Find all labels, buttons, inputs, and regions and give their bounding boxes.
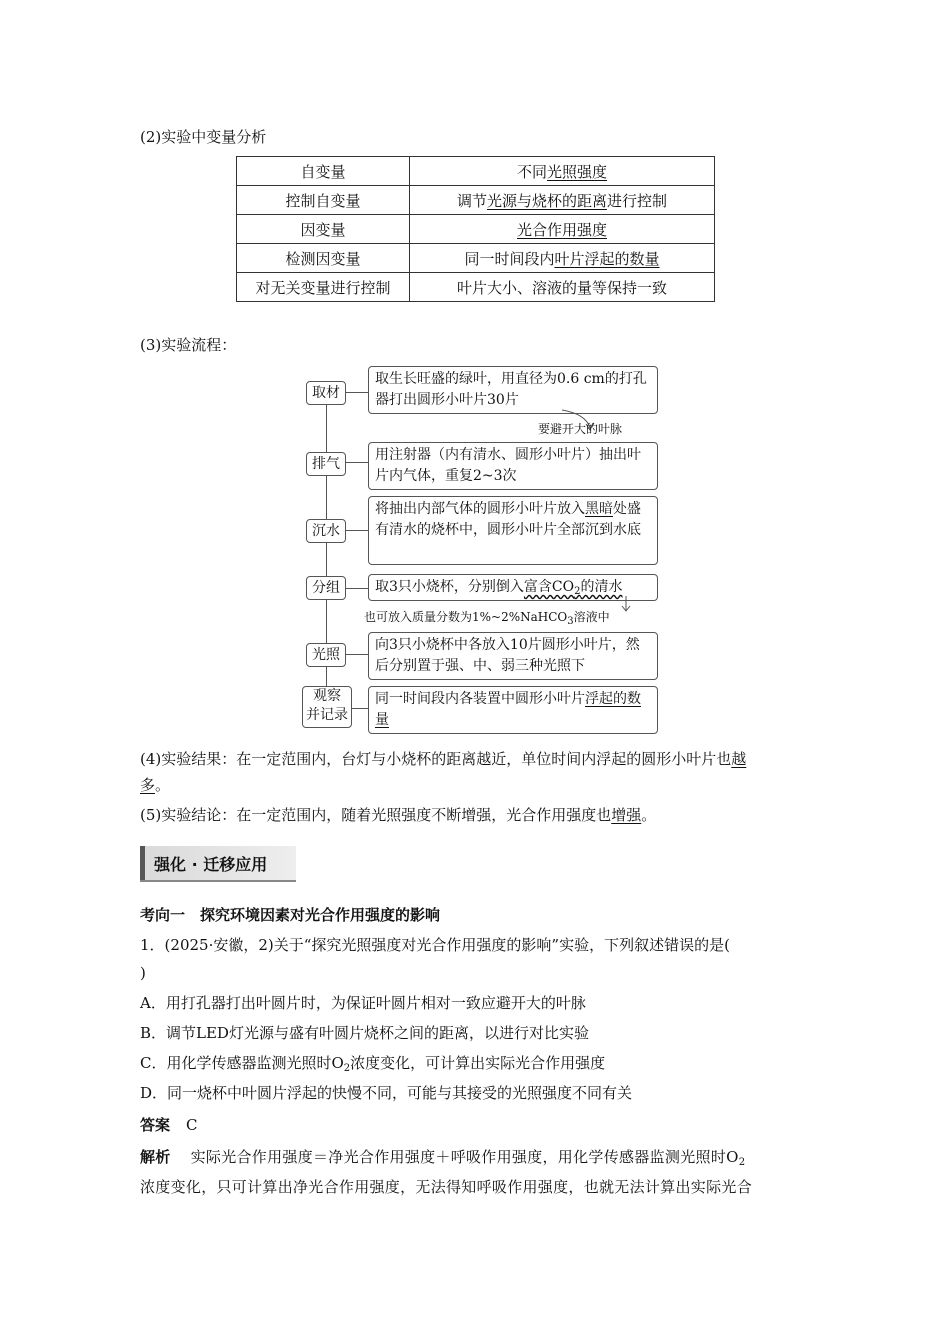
- step-label-observe: 观察 并记录: [302, 686, 352, 728]
- section-3-heading: (3)实验流程：: [140, 336, 237, 354]
- row-label: 自变量: [237, 157, 410, 186]
- section-banner: [140, 846, 296, 882]
- step-box-degas: 用注射器（内有清水、圆形小叶片）抽出叶片内气体，重复2~3次: [368, 442, 658, 490]
- table-row: [237, 186, 715, 215]
- option-a: A．用打孔器打出叶圆片时，为保证叶圆片相对一致应避开大的叶脉: [140, 994, 586, 1012]
- table-row: [237, 273, 715, 302]
- table-row: [237, 244, 715, 273]
- flow-connector: [345, 588, 368, 589]
- section-4-result-cont: 多。: [140, 776, 171, 794]
- banner-bar: [140, 846, 145, 880]
- flow-connector: [345, 462, 368, 463]
- section-2-heading: (2)实验中变量分析: [140, 128, 267, 146]
- row-value: 同一时间段内叶片浮起的数量: [410, 244, 715, 273]
- row-label: 控制自变量: [237, 186, 410, 215]
- row-label: 因变量: [237, 215, 410, 244]
- question-stem-cont: ): [140, 964, 146, 982]
- step-box-sampling: 取生长旺盛的绿叶，用直径为0.6 cm的打孔器打出圆形小叶片30片: [368, 366, 658, 414]
- note-nahco3: 也可放入质量分数为1%~2%NaHCO$_3$溶液中: [364, 610, 610, 627]
- flow-connector: [345, 530, 368, 531]
- banner-title: 强化 · 迁移应用: [154, 855, 268, 874]
- step-label-sink: 沉水: [306, 519, 346, 543]
- step-box-light: 向3只小烧杯中各放入10片圆形小叶片，然后分别置于强、中、弱三种光照下: [368, 632, 658, 680]
- variable-table: [236, 156, 715, 302]
- row-label: 检测因变量: [237, 244, 410, 273]
- step-box-group: 取3只小烧杯，分别倒入富含$CO_2$的清水: [368, 574, 658, 601]
- answer-line: 答案 C: [140, 1116, 198, 1134]
- analysis-line-cont: 浓度变化，只可计算出净光合作用强度，无法得知呼吸作用强度，也就无法计算出实际光合: [140, 1178, 753, 1196]
- step-box-observe: 同一时间段内各装置中圆形小叶片浮起的数量: [368, 686, 658, 734]
- section-4-result: (4)实验结果：在一定范围内，台灯与小烧杯的距离越近，单位时间内浮起的圆形小叶片也越: [140, 750, 747, 768]
- experiment-flowchart: [300, 362, 660, 742]
- step-label-degas: 排气: [306, 452, 346, 476]
- section-5-conclusion: (5)实验结论：在一定范围内，随着光照强度不断增强，光合作用强度也增强。: [140, 806, 657, 824]
- step-label-sampling: 取材: [306, 381, 346, 405]
- question-stem: 1．(2025·安徽，2)关于“探究光照强度对光合作用强度的影响”实验，下列叙述错误的是(: [140, 936, 730, 954]
- step-label-light: 光照: [306, 643, 346, 667]
- row-value: 叶片大小、溶液的量等保持一致: [410, 273, 715, 302]
- step-box-sink: 将抽出内部气体的圆形小叶片放入黑暗处盛有清水的烧杯中，圆形小叶片全部沉到水底: [368, 496, 658, 565]
- table-row: [237, 215, 715, 244]
- table-row: [237, 157, 715, 186]
- option-c: C．用化学传感器监测光照时$O_2$浓度变化，可计算出实际光合作用强度: [140, 1054, 606, 1074]
- step-label-group: 分组: [306, 576, 346, 600]
- row-value: 调节光源与烧杯的距离进行控制: [410, 186, 715, 215]
- row-value: 光合作用强度: [410, 215, 715, 244]
- note-avoid-veins: 要避开大的叶脉: [538, 422, 623, 436]
- option-b: B．调节LED灯光源与盛有叶圆片烧杯之间的距离，以进行对比实验: [140, 1024, 589, 1042]
- question-direction: 考向一 探究环境因素对光合作用强度的影响: [140, 906, 441, 924]
- analysis-line: 解析 实际光合作用强度＝净光合作用强度＋呼吸作用强度，用化学传感器监测光照时$O_2$: [140, 1148, 746, 1168]
- row-value: 不同光照强度: [410, 157, 715, 186]
- option-d: D．同一烧杯中叶圆片浮起的快慢不同，可能与其接受的光照强度不同有关: [140, 1084, 633, 1102]
- note-arrow: [616, 596, 636, 614]
- row-label: 对无关变量进行控制: [237, 273, 410, 302]
- flow-connector: [345, 654, 368, 655]
- flow-connector: [345, 392, 368, 393]
- flow-connector: [351, 708, 368, 709]
